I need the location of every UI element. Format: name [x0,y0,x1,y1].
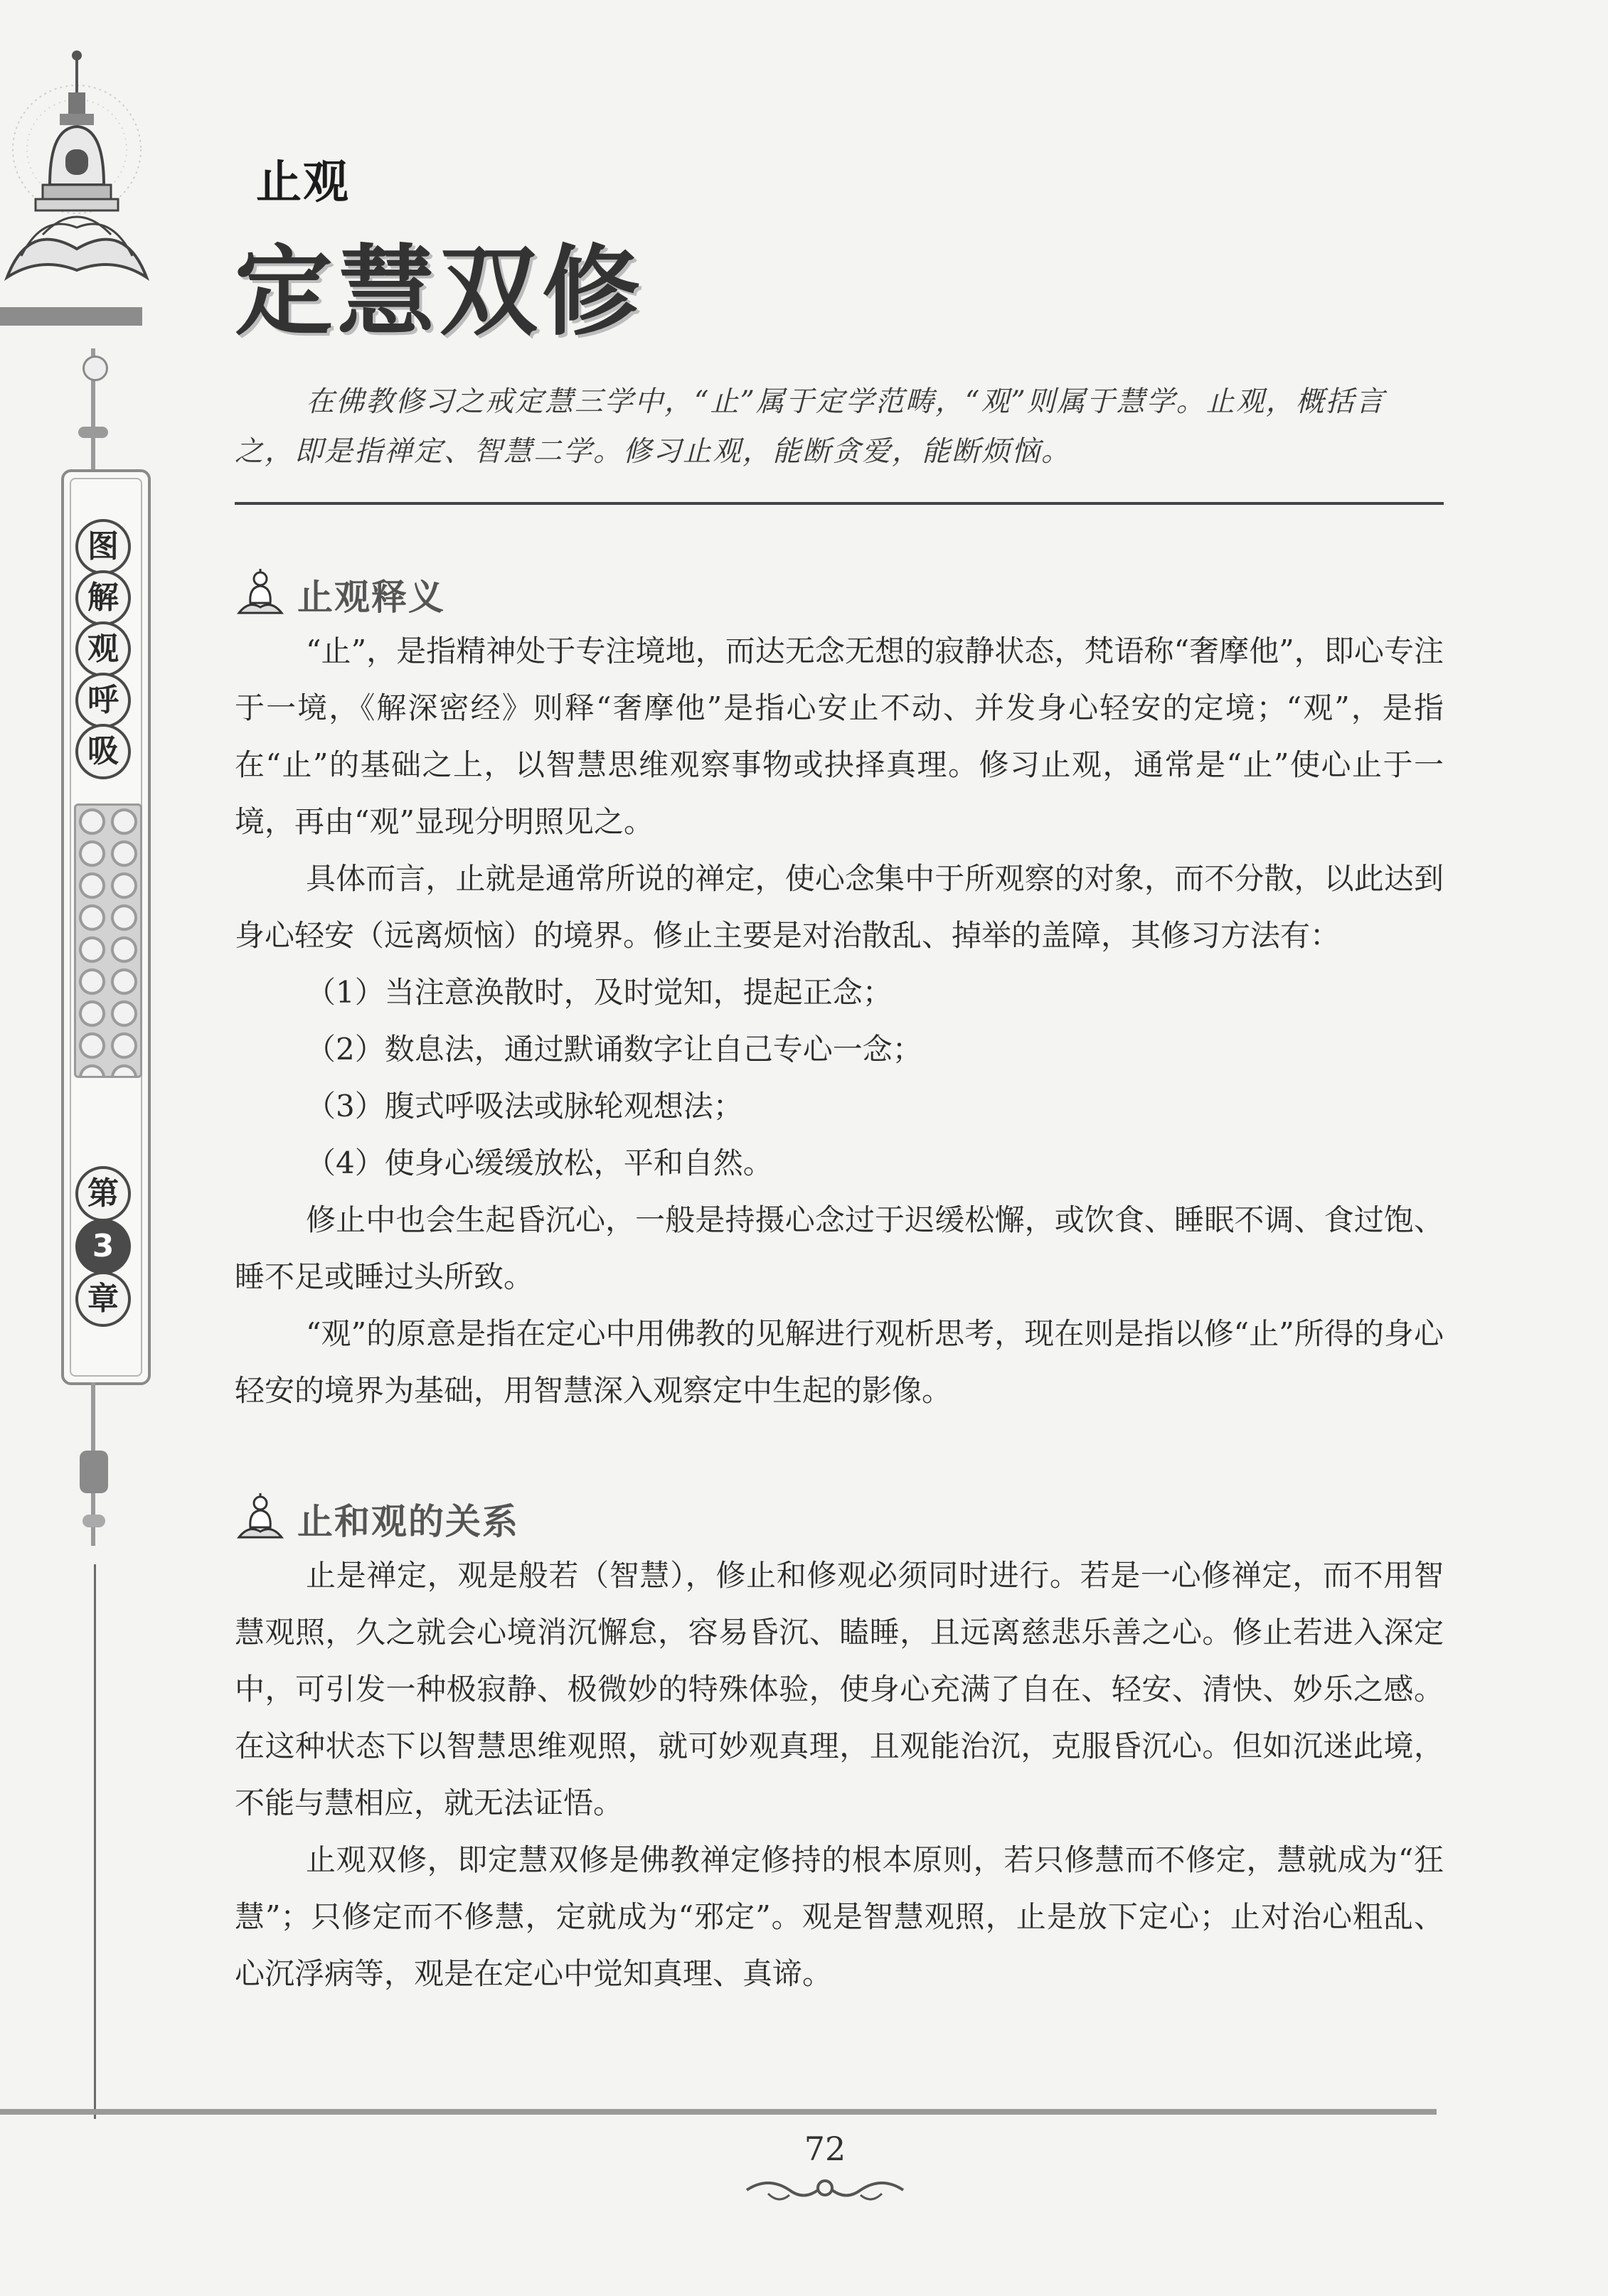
list-item: （1）当注意涣散时，及时觉知，提起正念； [306,975,893,1010]
paragraph: “止”，是指精神处于专注境地，而达无念无想的寂静状态，梵语称“奢摩他”，即心专注于一境，《解深密经》则释“奢摩他”是指心安止不动、并发身心轻安的定境；“观”，是指在“止”的基础之上，以智慧思维观察事物或抉择真理。修习止观，通常是“止”使心止于一境，再由“观”显现分明照见之。 [235,634,1444,839]
pole-ring-bottom [82,1515,105,1527]
paragraph: 止观双修，即定慧双修是佛教禅定修持的根本原则，若只修慧而不修定，慧就成为“狂慧”；只修定而不修慧，定就成为“邪定”。观是智慧观照，止是放下定心；止对治心粗乱、心沉浮病等，观是在定心中觉知真理、真谛。 [235,1842,1444,1991]
paragraph: 具体而言，止就是通常所说的禅定，使心念集中于所观察的对象，而不分散，以此达到身心轻安（远离烦恼）的境界。修止主要是对治散乱、掉举的盖障，其修习方法有： [235,861,1444,953]
paragraph: 修止中也会生起昏沉心，一般是持摄心念过于迟缓松懈，或饮食、睡眠不调、食过饱、睡不足或睡过头所致。 [235,1202,1444,1294]
paragraph: 止是禅定，观是般若（智慧），修止和修观必须同时进行。若是一心修禅定，而不用智慧观照，久之就会心境消沉懈怠，容易昏沉、瞌睡，且远离慈悲乐善之心。修止若进入深定中，可引发一种极寂静、极微妙的特殊体验，使身心充满了自在、轻安、清快、妙乐之感。在这种状态下以智慧思维观照，就可妙观真理，且观能治沉，克服昏沉心。但如沉迷此境，不能与慧相应，就无法证悟。 [235,1558,1444,1820]
list-item: （3）腹式呼吸法或脉轮观想法； [306,1089,743,1123]
section2-heading-text: 止和观的关系 [297,1501,519,1542]
book-char-2: 解 [75,570,131,626]
sidebar-bar [0,307,142,326]
pole-ring [78,427,108,438]
sidebar-line [94,1564,96,2119]
pole-finial [80,1451,108,1493]
section2-heading [235,1490,519,1547]
intro-paragraph: 在佛教修习之戒定慧三学中，“止”属于定学范畴，“观”则属于慧学。止观，概括言之，即是指禅定、智慧二学。修习止观，能断贪爱，能断烦恼。 [235,385,1385,468]
header-divider [235,502,1444,505]
paragraph: “观”的原意是指在定心中用佛教的见解进行观析思考，现在则是指以修“止”所得的身心轻安的境界为基础，用智慧深入观察定中生起的影像。 [235,1316,1444,1408]
chapter-number-badge: 3 [75,1219,131,1274]
book-char-4: 呼 [75,673,131,728]
section-subtitle: 止观 [256,156,350,209]
section1-body [235,623,1444,1419]
section1-heading [235,566,445,623]
section2-body [235,1547,1444,2002]
book-char-5: 吸 [75,724,131,779]
chapter-char-2: 章 [75,1271,131,1327]
book-char-3: 观 [75,621,131,677]
footer-divider [0,2109,1437,2115]
chapter-char-1: 第 [75,1166,131,1222]
ornamental-flourish-icon [740,2172,910,2208]
page-number: 72 [804,2130,846,2168]
book-char-1: 图 [75,519,131,575]
sidebar-pattern [74,803,142,1078]
stupa-lotus-icon [0,43,164,327]
meditating-buddha-icon [235,569,286,620]
pole-knob [82,356,108,381]
list-item: （2）数息法，通过默诵数字让自己专心一念； [306,1032,922,1067]
section1-heading-text: 止观释义 [297,577,445,618]
page-title: 定慧双修 [235,235,645,349]
list-item: （4）使身心缓缓放松，平和自然。 [306,1146,773,1180]
meditating-buddha-icon [235,1493,286,1544]
